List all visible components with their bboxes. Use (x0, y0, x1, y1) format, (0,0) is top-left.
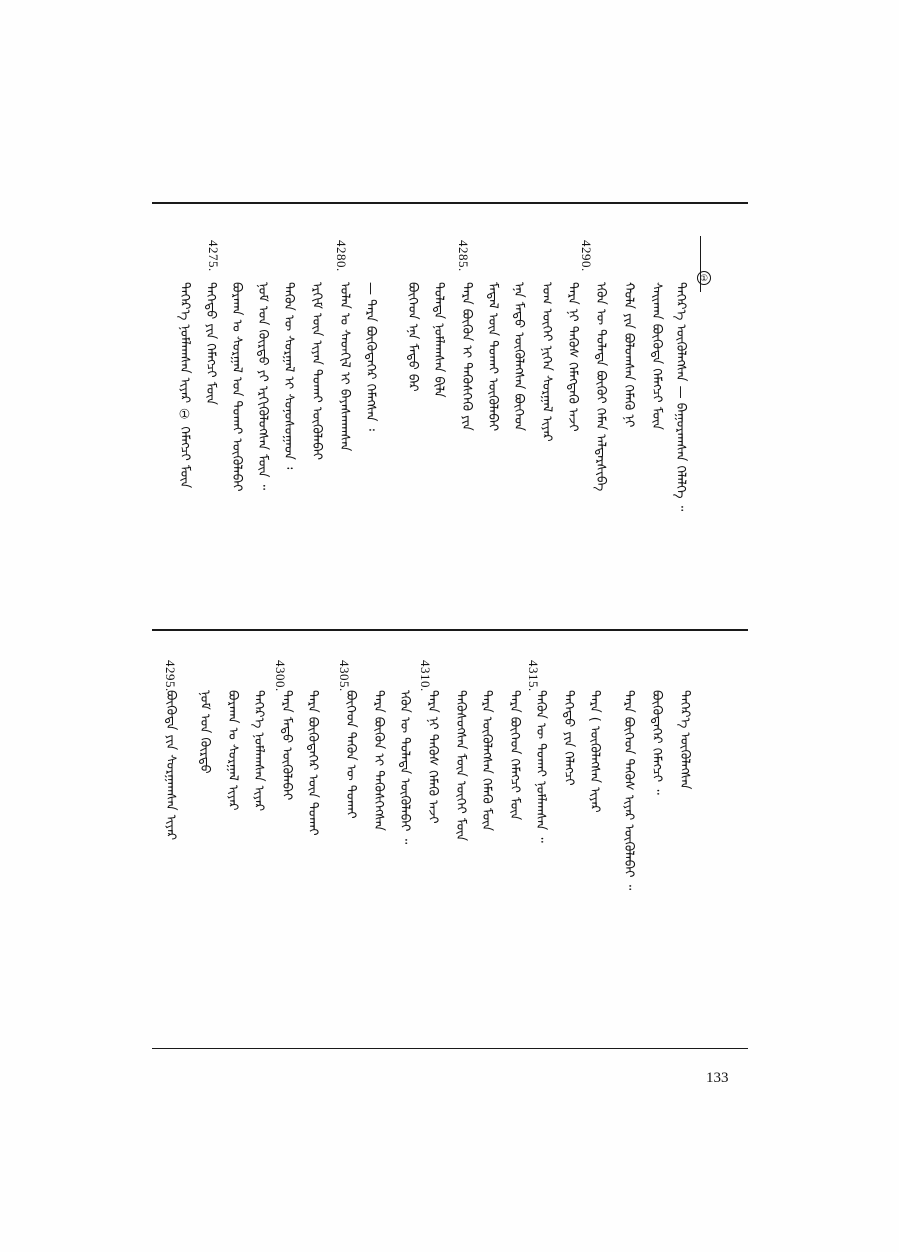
text-column: ᠪᠥᠭᠡᠳ ᠲᠡᠭᠦᠨ ᠦ ᠲᠤᠬᠠᠢ (342, 690, 358, 819)
text-column: ᠡᠭᠦᠨ ᠦ ᠲᠤᠯᠠᠳᠠ ᠦᠭᠦᠯᠡᠪᠡᠢ ᠃ (396, 690, 412, 845)
text-column: ᠳᠡᠭᠡᠷ᠎ᠡ ᠦᠭᠦᠯᠡᠭᠰᠡᠨ (676, 690, 692, 790)
text-column: ᠲᠡᠷᠡ ᠨᠢ ᠲᠡᠭᠦᠰ ᠬᠡᠮᠡᠬᠦ ᠠᠵᠢ (424, 690, 440, 824)
text-column: ᠪᠤᠷᠬᠠᠨ ᠤ ᠰᠤᠷᠭᠠᠯ ᠢᠶᠠᠷ (224, 690, 240, 811)
line-number: 4315. (526, 660, 541, 692)
text-column: ᠡᠭᠦᠨ ᠦ ᠲᠤᠯᠠᠳᠠ ᠪᠦᠬᠦᠢ ᠬᠡᠮᠡᠨ ᠠᠯᠳᠠᠷᠰᠢᠪᠠ (592, 282, 608, 492)
text-column: ᠡᠷᠬᠢᠮ ᠦᠨ ᠢᠶᠡᠨ ᠲᠤᠬᠠᠢ ᠦᠭᠦᠯᠡᠪᠡᠢ (308, 282, 324, 461)
text-column: ᠲᠡᠭᠦᠨ ᠦ ᠰᠤᠷᠭᠠᠯ ᠢ ᠰᠣᠨᠣᠰᠤᠭᠠᠳ ᠄ (280, 282, 296, 470)
text-column: ᠳᠡᠭᠡᠳᠦ ᠶᠢᠨ ᠬᠡᠮᠡᠭᠴᠢ ᠮᠥᠨ (202, 282, 218, 405)
line-number: 4310. (418, 660, 433, 692)
rule-middle (152, 629, 748, 631)
text-column: ᠲᠡᠷᠡ ᠨᠢ ᠲᠡᠭᠦᠰ ᠬᠡᠮᠡᠭᠳᠡᠬᠦ ᠠᠵᠢ (564, 282, 580, 432)
text-column: ᠲᠡᠷᠡ ᠮᠡᠲᠦ ᠦᠭᠦᠯᠡᠪᠡᠢ (278, 690, 294, 801)
rule-top (152, 202, 748, 204)
text-column: ᠤᠭ ᠦᠭᠡᠢ ᠨᠢᠭᠡᠨ ᠰᠤᠷᠭᠠᠯ ᠢᠶᠠᠷ (538, 282, 554, 442)
text-column: ᠲᠡᠭᠦᠰᠦᠭᠰᠡᠨ ᠮᠥᠨ ᠦᠭᠡᠢ ᠮᠥᠨ (452, 690, 468, 842)
text-column: ᠳᠡᠭᠡᠳᠦ ᠶᠢᠨ ᠬᠡᠯᠡᠭᠴᠢ (560, 690, 576, 786)
line-number: 4295. (163, 660, 178, 692)
footnote-reference-marker: ① (697, 270, 711, 285)
text-column: ᠪᠦᠬᠦᠳᠡ ᠶᠢᠨ ᠰᠤᠷᠭᠠᠭᠰᠠᠨ ᠢᠶᠠᠷ (162, 690, 178, 841)
line-number: 4275. (206, 240, 221, 272)
text-column: ᠮᠡᠳᠡᠯ ᠦᠨ ᠲᠤᠬᠠᠢ ᠦᠭᠦᠯᠡᠪᠡᠢ (484, 282, 500, 432)
text-column: ᠬᠣᠯᠠ ᠶᠢᠨ ᠪᠣᠯᠤᠭᠰᠠᠨ ᠬᠡᠮᠡᠬᠦ ᠨᠢ (620, 282, 636, 428)
text-column: ᠪᠤᠷᠬᠠᠨ ᠤ ᠰᠤᠷᠭᠠᠯ ᠤᠨ ᠲᠤᠬᠠᠢ ᠦᠭᠦᠯᠡᠪᠡᠢ (228, 282, 244, 492)
text-column: ᠲᠡᠷᠡ ᠦᠭᠦᠯᠡᠭᠰᠡᠨ ᠬᠡᠮᠡᠬᠦ ᠮᠥᠨ (478, 690, 494, 832)
text-column: ᠨᠣᠮ ᠤᠨ ᠬᠦᠷᠳᠦ (196, 690, 212, 774)
line-number: 4290. (579, 240, 594, 272)
line-number: 4305. (337, 660, 352, 692)
text-column: ᠳᠡᠭᠡᠷ᠎ᠡ ᠦᠭᠦᠯᠡᠭᠰᠡᠨ — ᠪᠠᠭᠤᠷᠠᠭᠰᠠᠨ ᠬᠡᠯᠡᠯᠭᠡ ᠃ (672, 282, 688, 512)
line-number: 4300. (273, 660, 288, 692)
text-column: ᠲᠡᠭᠦᠨ ᠦ ᠲᠤᠬᠠᠢ ᠨᠣᠮᠯᠠᠭᠰᠠᠨ ᠃ (532, 690, 548, 843)
text-column: ᠲᠤᠯᠠᠳᠠ ᠨᠣᠮᠯᠠᠭᠰᠠᠨ ᠪᠢᠯᠡ (430, 282, 446, 398)
rule-bottom (152, 1048, 748, 1049)
text-column: ᠲᠡᠷᠡ ᠪᠦᠬᠦᠨ ᠢ ᠲᠡᠭᠦᠰᠭᠡᠬᠦ ᠶᠢᠨ (458, 282, 474, 431)
text-column: ᠪᠥᠭᠡᠳ ᠡᠨᠡ ᠮᠡᠲᠦ ᠪᠡᠷ (404, 282, 420, 392)
text-column: ᠲᠡᠷᠡ ᠪᠦᠭᠦᠳᠡᠭᠡᠷ ᠦᠨ ᠲᠤᠬᠠᠢ (304, 690, 320, 836)
text-column: ᠲᠡᠷᠡ ( ᠦᠭᠦᠯᠡᠭᠰᠡᠨ ᠢᠶᠡᠷ (586, 690, 602, 813)
text-column: — ᠲᠡᠷᠡ ᠪᠦᠭᠦᠳᠡᠭᠡᠷ ᠬᠡᠮᠡᠭᠰᠡᠨ ᠄ (362, 282, 378, 431)
text-column: ᠲᠡᠷᠡ ᠪᠥᠭᠡᠳ ᠬᠡᠮᠡᠭᠴᠢ ᠮᠥᠨ (506, 690, 522, 821)
text-column: ᠨᠣᠮ ᠤᠨ ᠬᠦᠷᠳᠦ ᠶᠢ ᠡᠷᠭᠢᠭᠦᠯᠦᠭᠰᠡᠨ ᠮᠥᠨ ᠃ (254, 282, 270, 491)
text-column: ᠳᠡᠭᠡᠷ᠎ᠡ ᠨᠣᠮᠯᠠᠭᠰᠠᠨ ᠢᠶᠠᠷ ① ᠬᠡᠮᠡᠭᠴᠢ ᠮᠥᠨ (176, 282, 192, 489)
text-column: ᠲᠡᠷᠡ ᠪᠦᠬᠦᠨ ᠢ ᠲᠡᠭᠦᠰᠭᠡᠭᠰᠡᠨ (370, 690, 386, 831)
text-column: ᠡᠨᠡ ᠮᠡᠲᠦ ᠦᠭᠦᠯᠡᠭᠰᠡᠨ ᠪᠥᠭᠡᠳ (510, 282, 526, 431)
line-number: 4280. (334, 240, 349, 272)
text-column: ᠳᠡᠭᠡᠷ᠎ᠡ ᠨᠣᠮᠯᠠᠭᠰᠠᠨ ᠢᠶᠠᠷ (250, 690, 266, 812)
line-number: 4285. (456, 240, 471, 272)
page-number: 133 (706, 1070, 729, 1086)
text-column: ᠰᠠᠢᠬᠠᠨ ᠪᠦᠭᠦᠳᠡ ᠬᠡᠮᠡᠭᠴᠢ ᠮᠥᠨ (648, 282, 664, 430)
text-column: ᠣᠯᠠᠨ ᠤ ᠰᠡᠳᠬᠢᠯ ᠢ ᠪᠠᠶᠠᠰᠬᠠᠭᠰᠠᠨ (336, 282, 352, 452)
text-column: ᠪᠦᠬᠦᠳᠡᠭᠡᠷ ᠬᠡᠮᠡᠭᠴᠢ ᠃ (648, 690, 664, 795)
text-column: ᠲᠡᠷᠡ ᠪᠥᠭᠡᠳ ᠲᠡᠭᠦᠰ ᠢᠶᠡᠷ ᠦᠭᠦᠯᠡᠪᠡᠢ ᠃ (620, 690, 636, 891)
